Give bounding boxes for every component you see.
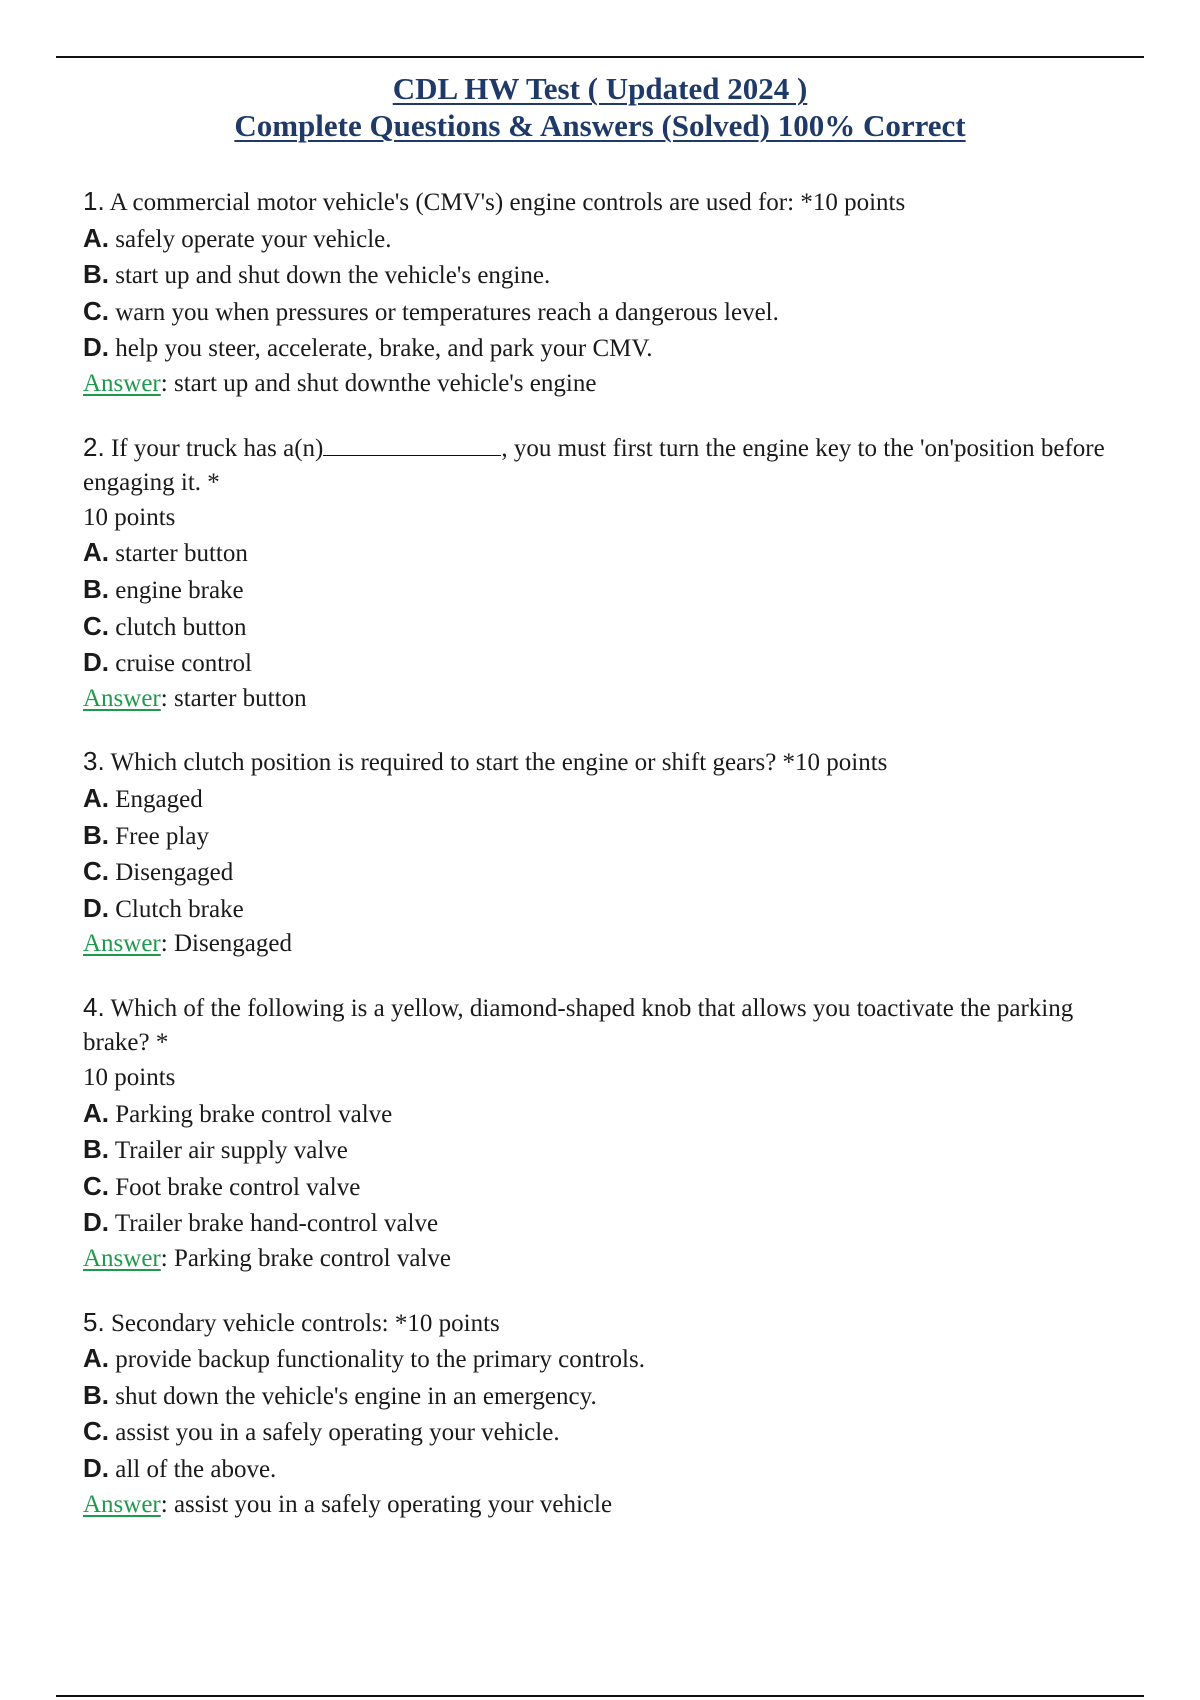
top-rule [56,56,1144,58]
question-text [83,744,1143,781]
option-b [83,257,1143,294]
option-d [83,891,1143,928]
option-text: Free play [115,822,209,850]
question-2 [83,430,1143,717]
option-letter: B. [83,1134,109,1165]
option-letter: C. [83,1416,109,1447]
option-text: shut down the vehicle's engine in an emergency. [115,1382,597,1410]
option-text: clutch button [115,613,247,641]
option-text: provide backup functionality to the primary controls. [115,1346,645,1374]
answer-text: : Disengaged [160,930,292,958]
question-prompt: Which clutch position is required to start the engine or shift gears? *10 points [110,749,888,777]
option-letter: A. [83,537,109,568]
option-text: assist you in a safely operating your vehicle. [115,1419,560,1447]
option-letter: A. [83,782,109,813]
option-c [83,1169,1143,1206]
option-a [83,781,1143,818]
option-b [83,572,1143,609]
option-letter: D. [83,1207,109,1238]
question-number: 3. [83,746,105,777]
option-letter: D. [83,332,109,363]
option-letter: A. [83,222,109,253]
option-b [83,1132,1143,1169]
answer-line [83,682,1143,717]
option-d [83,1205,1143,1242]
question-text [83,1305,1143,1342]
option-c [83,609,1143,646]
question-text [83,990,1143,1061]
question-number: 2. [83,431,105,462]
question-prompt: A commercial motor vehicle's (CMV's) engine controls are used for: *10 points [109,189,906,216]
answer-line [83,1488,1143,1523]
option-letter: D. [83,1453,109,1483]
option-letter: B. [83,819,109,850]
answer-text: : Parking brake control valve [160,1245,451,1273]
answer-line [83,367,1143,402]
question-number: 5. [83,1306,105,1337]
option-letter: C. [83,295,109,326]
option-letter: B. [83,573,109,604]
answer-text: : starter button [160,684,307,712]
option-text: start up and shut down the vehicle's engine. [115,262,551,290]
answer-label: Answer [83,930,161,958]
option-letter: C. [83,1170,109,1201]
answer-label: Answer [83,1490,161,1518]
option-letter: A. [83,1343,109,1374]
question-5 [83,1305,1143,1523]
option-d [83,645,1143,682]
bottom-rule [56,1695,1144,1697]
option-a [83,535,1143,572]
question-text [83,430,1143,501]
option-text: Parking brake control valve [115,1100,393,1128]
document-title: CDL HW Test ( Updated 2024 ) [392,71,808,106]
option-letter: D. [83,892,109,923]
answer-line [83,927,1143,962]
question-prompt-end: , you must first turn the engine key to the 'on'position before engaging it. * [83,434,1105,497]
option-text: engine brake [115,576,244,604]
question-number: 1. [83,186,105,216]
answer-text: : assist you in a safely operating your vehicle [160,1490,613,1518]
question-3 [83,744,1143,962]
option-text: Foot brake control valve [115,1173,361,1201]
option-letter: B. [83,259,109,290]
option-c [83,854,1143,891]
option-text: Engaged [115,785,203,813]
document-subtitle: Complete Questions & Answers (Solved) 100% Correct [234,108,966,143]
option-letter: A. [83,1097,109,1128]
option-letter: B. [83,1379,109,1410]
option-letter: C. [83,856,109,887]
option-text: Disengaged [115,859,234,887]
option-text: cruise control [115,650,253,678]
fill-in-blank [323,454,501,456]
answer-line [83,1242,1143,1277]
option-text: Trailer brake hand-control valve [114,1210,439,1238]
option-c [83,1414,1143,1451]
question-text [83,184,1143,221]
question-prompt: Secondary vehicle controls: *10 points [110,1309,500,1337]
option-letter: C. [83,610,109,641]
option-b [83,1378,1143,1415]
document-title-block [56,70,1144,144]
question-number: 4. [83,991,105,1022]
option-text: Trailer air supply valve [114,1137,348,1165]
option-d [83,1451,1143,1488]
option-text: starter button [115,540,248,568]
option-d [83,330,1143,367]
answer-label: Answer [83,1245,161,1273]
answer-label: Answer [83,369,161,397]
option-a [83,221,1143,258]
answer-text: : start up and shut downthe vehicle's engine [160,369,597,397]
option-letter: D. [83,647,109,678]
option-text: warn you when pressures or temperatures reach a dangerous level. [115,298,779,326]
option-a [83,1341,1143,1378]
option-b [83,818,1143,855]
question-prompt: Which of the following is a yellow, diamond-shaped knob that allows you toactivate the parking brake? * [83,994,1074,1057]
option-text: Clutch brake [115,895,244,923]
question-4 [83,990,1143,1277]
option-text: all of the above. [115,1456,277,1483]
option-a [83,1096,1143,1133]
question-1 [83,184,1143,402]
question-list [83,184,1143,1522]
question-points: 10 points [83,1064,176,1092]
option-text: safely operate your vehicle. [115,225,392,253]
question-prompt-start: If your truck has a(n) [110,434,324,462]
option-text: help you steer, accelerate, brake, and park your CMV. [115,335,653,363]
question-points: 10 points [83,503,176,531]
option-c [83,294,1143,331]
answer-label: Answer [83,684,161,712]
